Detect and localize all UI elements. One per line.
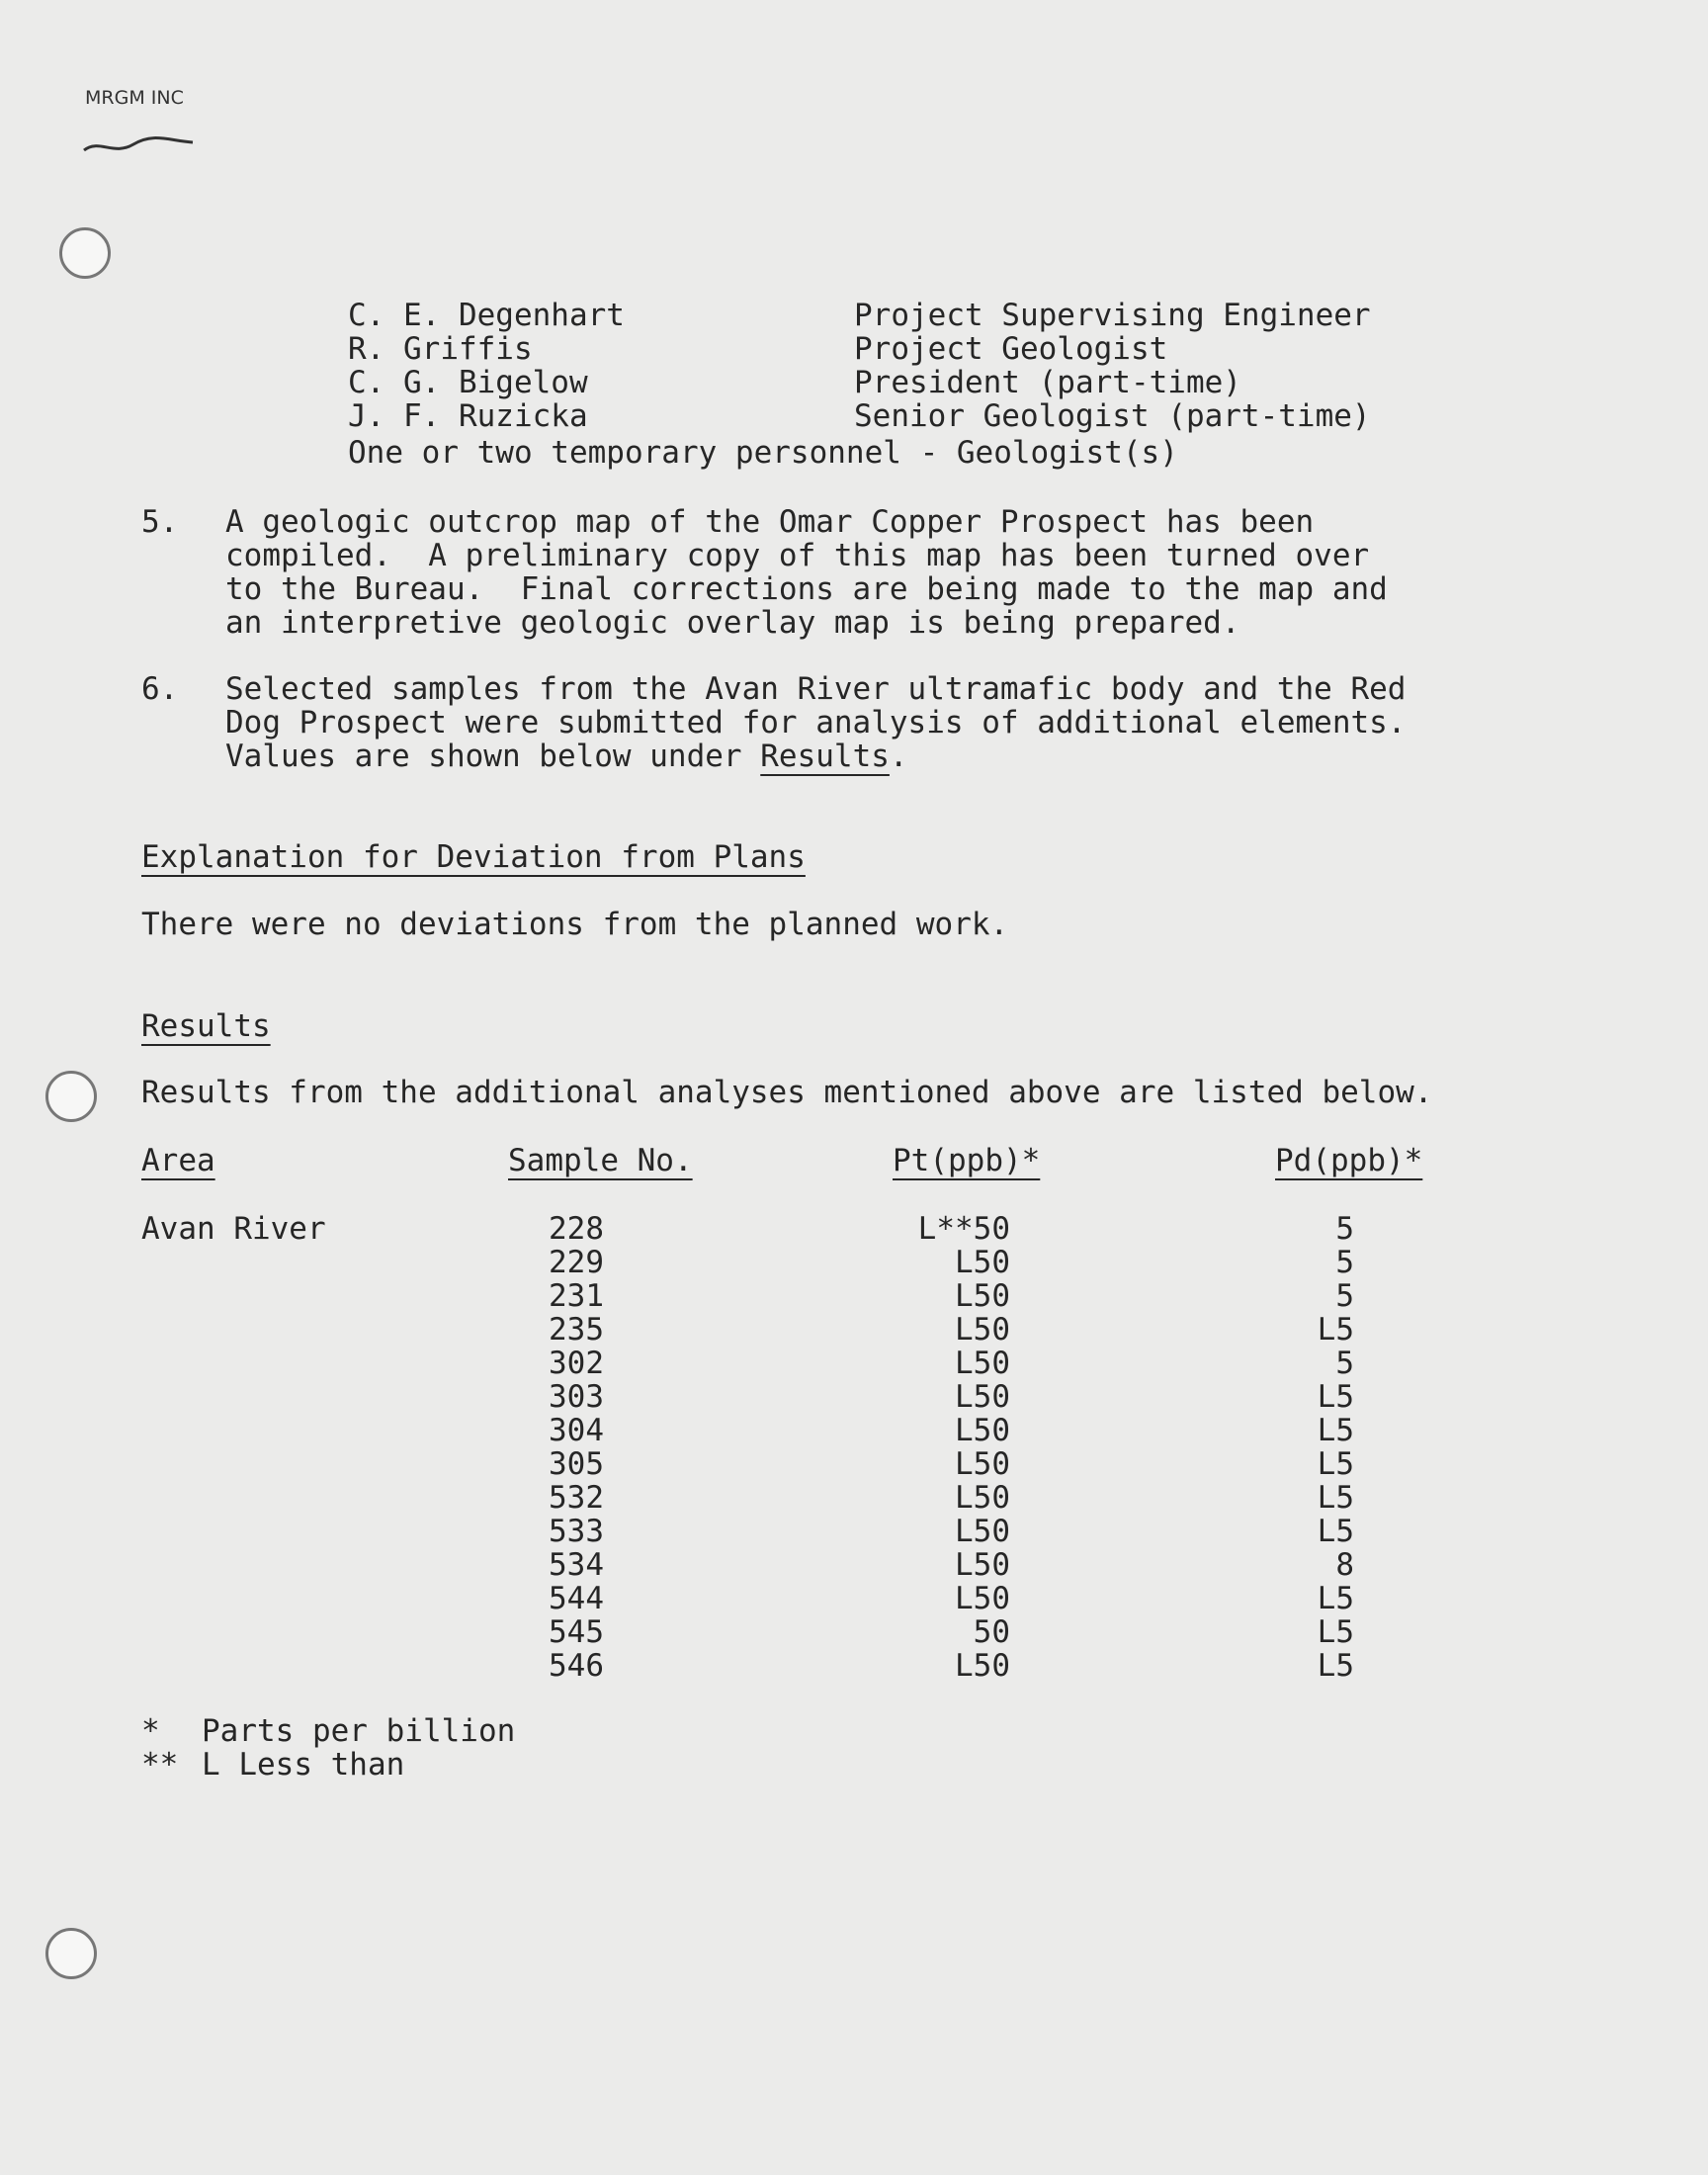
footnote-1-mark: * (141, 1713, 160, 1749)
sample-number-cell: 231 (549, 1278, 604, 1314)
item-5-line-1: A geologic outcrop map of the Omar Copper Prospect has been (225, 504, 1315, 540)
item-6-line-3 (225, 740, 908, 773)
footnote-1-text: Parts per billion (202, 1713, 516, 1749)
sample-number-cell: 534 (549, 1547, 604, 1583)
pt-value-cell: L50 (955, 1379, 1010, 1415)
initials-signature (79, 129, 198, 158)
punch-hole-top (59, 227, 111, 279)
sample-number-cell: 303 (549, 1379, 604, 1415)
punch-hole-bottom (45, 1928, 97, 1979)
column-header-area: Area (141, 1143, 215, 1178)
pd-value-cell: 5 (1335, 1245, 1354, 1280)
pt-value-cell: L50 (955, 1648, 1010, 1684)
sample-number-cell: 532 (549, 1480, 604, 1516)
footnote-2-text: L Less than (202, 1747, 405, 1783)
item-6-line-3-text: Values are shown below under (225, 739, 761, 774)
pt-value-cell: L50 (955, 1514, 1010, 1549)
pd-value-cell: L5 (1317, 1581, 1354, 1616)
personnel-role: Senior Geologist (part-time) (854, 398, 1371, 434)
results-intro: Results from the additional analyses mentioned above are listed below. (141, 1075, 1433, 1110)
personnel-name: R. Griffis (348, 331, 533, 367)
column-header-sample-no: Sample No. (508, 1143, 693, 1178)
pd-value-cell: L5 (1317, 1648, 1354, 1684)
personnel-role: President (part-time) (854, 365, 1241, 400)
item-5-line-4: an interpretive geologic overlay map is being prepared. (225, 605, 1240, 641)
item-number-5: 5. (141, 504, 179, 540)
results-reference: Results (760, 739, 890, 774)
pt-value-cell: L**50 (917, 1211, 1010, 1247)
pd-value-cell: L5 (1317, 1379, 1354, 1415)
sample-number-cell: 229 (549, 1245, 604, 1280)
sample-number-cell: 545 (549, 1614, 604, 1650)
sample-number-cell: 304 (549, 1413, 604, 1448)
pt-value-cell: L50 (955, 1581, 1010, 1616)
pt-value-cell: L50 (955, 1480, 1010, 1516)
pt-value-cell: L50 (955, 1547, 1010, 1583)
pd-value-cell: L5 (1317, 1413, 1354, 1448)
pd-value-cell: L5 (1317, 1614, 1354, 1650)
pt-value-cell: L50 (955, 1278, 1010, 1314)
pt-value-cell: L50 (955, 1346, 1010, 1381)
item-6-line-2: Dog Prospect were submitted for analysis of additional elements. (225, 705, 1407, 740)
punch-hole-middle (45, 1071, 97, 1122)
pt-value-cell: L50 (955, 1312, 1010, 1348)
pd-value-cell: 8 (1335, 1547, 1354, 1583)
sample-number-cell: 305 (549, 1446, 604, 1482)
sample-number-cell: 546 (549, 1648, 604, 1684)
pt-value-cell: L50 (955, 1446, 1010, 1482)
pd-value-cell: L5 (1317, 1514, 1354, 1549)
footnote-2-mark: ** (141, 1747, 179, 1783)
item-5-line-2: compiled. A preliminary copy of this map has been turned over (225, 538, 1370, 573)
pd-value-cell: L5 (1317, 1480, 1354, 1516)
pd-value-cell: L5 (1317, 1312, 1354, 1348)
item-6-period: . (889, 739, 908, 774)
company-logo: MRGM INC (85, 87, 184, 109)
personnel-name: C. E. Degenhart (348, 298, 625, 333)
deviation-text: There were no deviations from the planned work. (141, 907, 1009, 942)
item-number-6: 6. (141, 671, 179, 707)
sample-number-cell: 235 (549, 1312, 604, 1348)
personnel-note: One or two temporary personnel - Geologist(s) (348, 435, 1178, 471)
pd-value-cell: 5 (1335, 1278, 1354, 1314)
personnel-role: Project Supervising Engineer (854, 298, 1371, 333)
pt-value-cell: 50 (973, 1614, 1010, 1650)
personnel-name: C. G. Bigelow (348, 365, 588, 400)
column-header-pd: Pd(ppb)* (1275, 1143, 1423, 1178)
column-header-pt: Pt(ppb)* (893, 1143, 1041, 1178)
item-6-line-1: Selected samples from the Avan River ultramafic body and the Red (225, 671, 1407, 707)
item-5-line-3: to the Bureau. Final corrections are being made to the map and (225, 571, 1388, 607)
personnel-role: Project Geologist (854, 331, 1168, 367)
sample-number-cell: 544 (549, 1581, 604, 1616)
deviation-heading: Explanation for Deviation from Plans (141, 839, 806, 875)
area-avan-river: Avan River (141, 1211, 326, 1247)
personnel-name: J. F. Ruzicka (348, 398, 588, 434)
pt-value-cell: L50 (955, 1245, 1010, 1280)
sample-number-cell: 302 (549, 1346, 604, 1381)
pd-value-cell: L5 (1317, 1446, 1354, 1482)
pd-value-cell: 5 (1335, 1211, 1354, 1247)
pd-value-cell: 5 (1335, 1346, 1354, 1381)
results-heading: Results (141, 1008, 271, 1044)
sample-number-cell: 228 (549, 1211, 604, 1247)
sample-number-cell: 533 (549, 1514, 604, 1549)
pt-value-cell: L50 (955, 1413, 1010, 1448)
